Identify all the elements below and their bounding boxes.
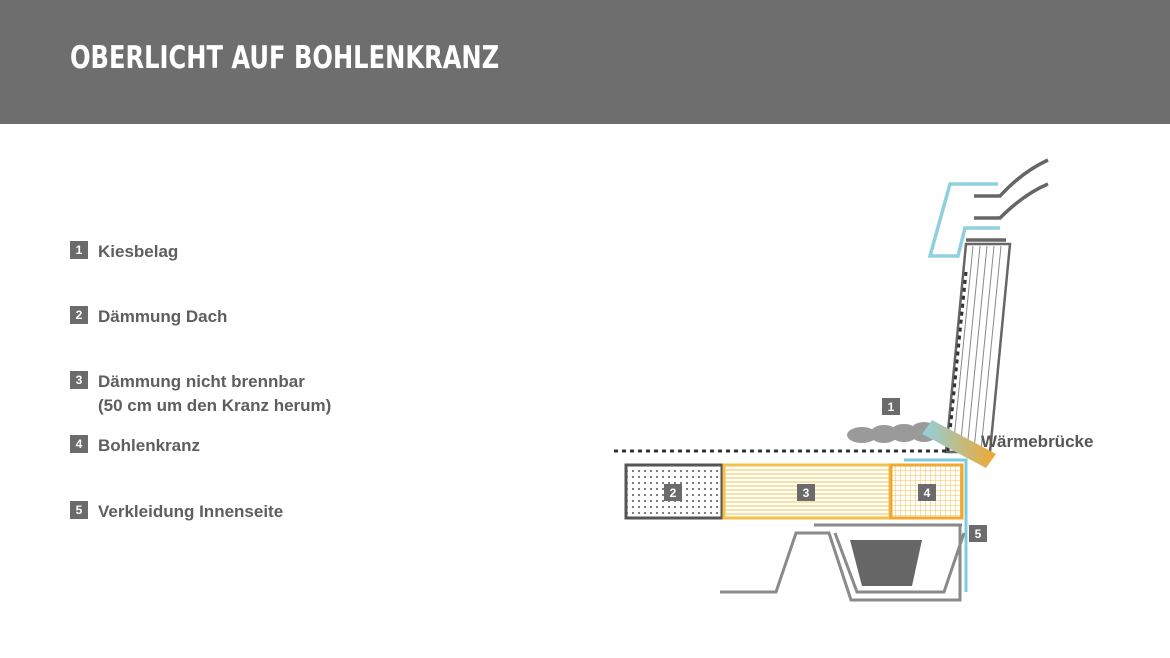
thermal-bridge-label: Wärmebrücke <box>981 432 1094 451</box>
gutter-trough <box>850 540 922 586</box>
legend-badge-3: 3 <box>70 371 88 389</box>
legend-label-3b: (50 cm um den Kranz herum) <box>98 396 332 415</box>
legend-label-4: Bohlenkranz <box>98 436 201 455</box>
marker-2 <box>664 484 682 501</box>
legend-label-5: Verkleidung Innenseite <box>98 502 284 521</box>
structure-profile <box>720 525 964 600</box>
upstand-frame <box>946 244 1010 452</box>
svg-text:1: 1 <box>887 400 895 414</box>
roof-membrane-dotted <box>614 272 966 451</box>
legend-badge-5: 5 <box>70 501 88 519</box>
marker-1 <box>882 398 900 415</box>
marker-4 <box>918 484 936 501</box>
svg-text:3: 3 <box>802 486 810 500</box>
legend-label-3: Dämmung nicht brennbar <box>98 372 305 391</box>
legend-badge-2: 2 <box>70 306 88 324</box>
legend-label-1: Kiesbelag <box>98 242 179 261</box>
svg-text:2: 2 <box>669 486 677 500</box>
skylight-dome <box>930 160 1048 256</box>
marker-5 <box>969 525 987 542</box>
page-title: OBERLICHT AUF BOHLENKRANZ <box>70 40 500 76</box>
legend-badge-1: 1 <box>70 241 88 259</box>
marker-3 <box>797 484 815 501</box>
legend-badge-4: 4 <box>70 435 88 453</box>
svg-text:4: 4 <box>923 486 931 500</box>
svg-text:5: 5 <box>974 527 982 541</box>
legend-label-2: Dämmung Dach <box>98 307 228 326</box>
